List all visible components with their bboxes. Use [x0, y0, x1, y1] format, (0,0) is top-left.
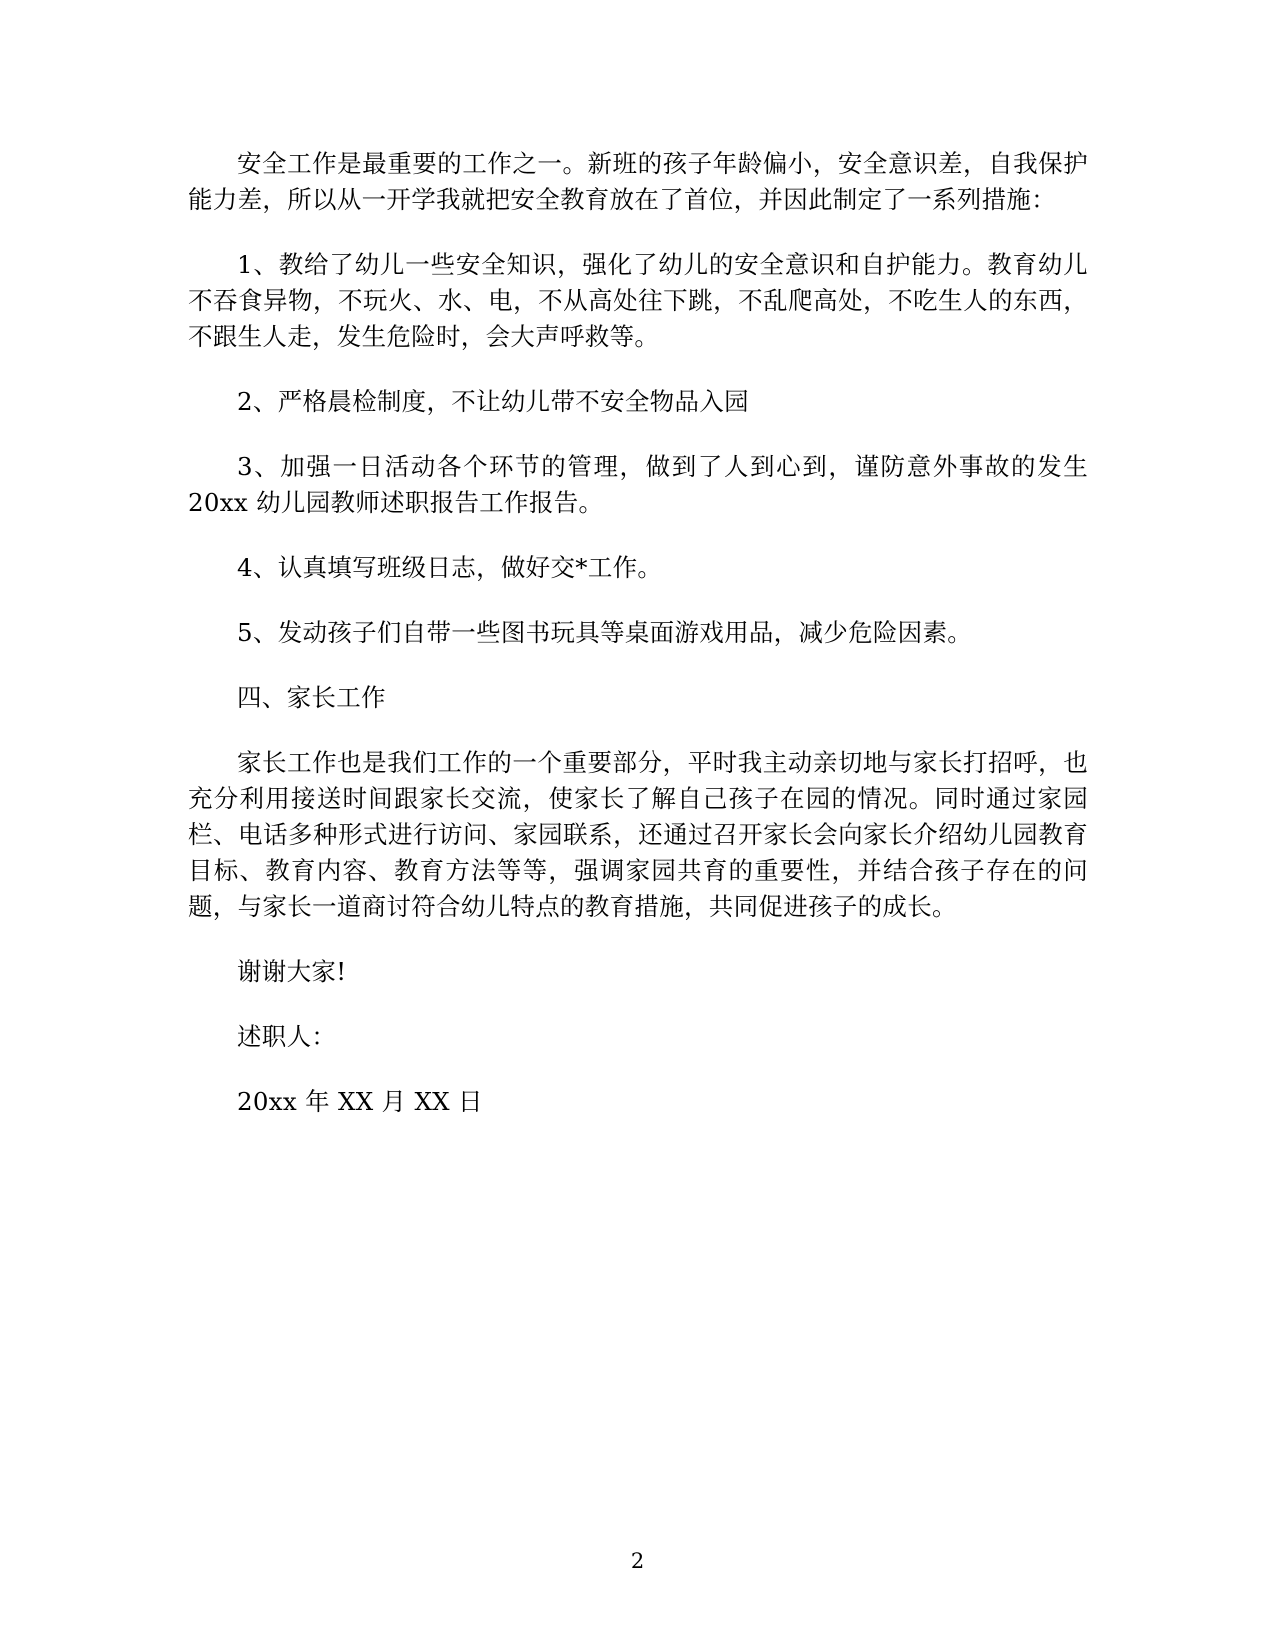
paragraph-safety-intro: 安全工作是最重要的工作之一。新班的孩子年龄偏小，安全意识差，自我保护能力差，所以从一开学我就把安全教育放在了首位，并因此制定了一系列措施：: [188, 149, 1088, 214]
document-body: [188, 146, 1088, 1149]
paragraph-thanks: 谢谢大家!: [237, 957, 347, 986]
paragraph-safety-item-1: 1、教给了幼儿一些安全知识，强化了幼儿的安全意识和自护能力。教育幼儿不吞食异物，不玩火、水、电，不从高处往下跳，不乱爬高处，不吃生人的东西，不跟生人走，发生危险时，会大声呼救等。: [188, 250, 1088, 351]
page-number: 2: [630, 1549, 645, 1573]
paragraph-safety-item-2: 2、严格晨检制度，不让幼儿带不安全物品入园: [237, 387, 749, 416]
paragraph-signature: 述职人：: [237, 1022, 337, 1051]
paragraph-date: 20xx 年 XX 月 XX 日: [237, 1087, 483, 1116]
paragraph-safety-item-3: 3、加强一日活动各个环节的管理，做到了人到心到，谨防意外事故的发生 20xx 幼儿园教师述职报告工作报告。: [188, 452, 1088, 517]
paragraph-safety-item-5: 5、发动孩子们自带一些图书玩具等桌面游戏用品，减少危险因素。: [237, 618, 973, 647]
paragraph-safety-item-4: 4、认真填写班级日志，做好交*工作。: [237, 553, 663, 582]
section-heading-parent-work: 四、家长工作: [237, 683, 386, 712]
paragraph-parent-work: 家长工作也是我们工作的一个重要部分，平时我主动亲切地与家长打招呼，也充分利用接送时间跟家长交流，使家长了解自己孩子在园的情况。同时通过家园栏、电话多种形式进行访问、家园联系，还通过召开家长会向家长介绍幼儿园教育目标、教育内容、教育方法等等，强调家园共育的重要性，并结合孩子存在的问题，与家长一道商讨符合幼儿特点的教育措施，共同促进孩子的成长。: [188, 748, 1088, 921]
